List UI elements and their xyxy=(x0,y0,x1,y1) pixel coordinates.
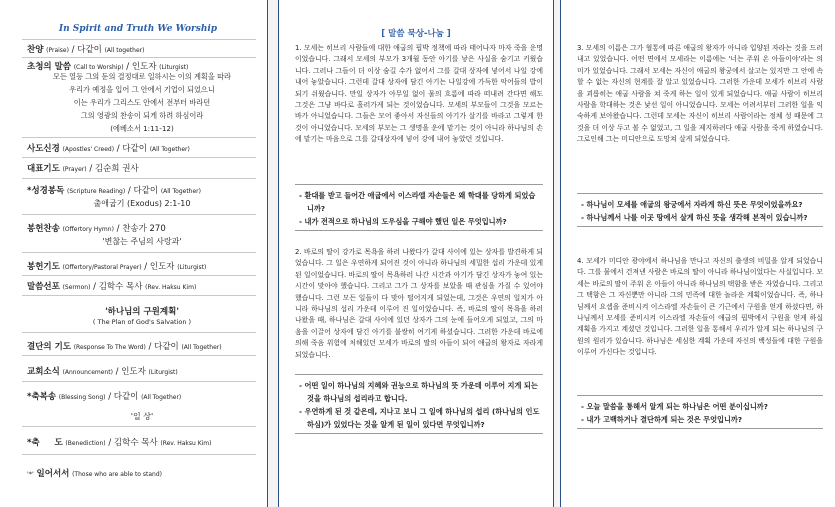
question-3a: - 하나님이 모세를 애굽의 왕궁에서 자라게 하신 뜻은 무엇이었을까요? xyxy=(581,200,803,209)
question-1b: - 내가 전적으로 하나님의 도우심을 구해야 했던 일은 무엇입니까? xyxy=(299,217,507,226)
worship-order-panel xyxy=(0,0,268,507)
offertory-prayer-row: 봉헌기도 (Offertory/Pastoral Prayer) / 인도자 (Liturgist) xyxy=(27,262,207,272)
divider xyxy=(22,39,256,40)
question-box-2 xyxy=(295,374,543,434)
call-text-1: 모든 열등 그의 둔의 결정대로 일하시는 이의 계획을 따라 xyxy=(53,72,231,81)
divider xyxy=(22,137,256,138)
meditation-paragraph-3: 3. 모세의 이름은 그가 혈통에 따른 애굽의 왕자가 아니라 입양된 자라는 것을 드러내고 있었습니다. 어떤 면에서 모세라는 이름에는 '너는 주워 온 아들이야'라는 의미가 있었습니다. 그래서 모세는 자신이 애굽의 왕궁에서 살고는 있지만 그 안에 속할 수 없는 자신의 현계를 잘 알고 있었습니다. 그러한 가운데 모세가 히브리 사람을 괴롭히는 애굽 사람을 쳐 죽게 하는 일이 있게 되었습니다. 애굽 사람이 히브리 사람을 학대하는 것은 낯선 일이 아니었습니다. 모세는 어려서부터 그러한 일을 익숙하게 보아왔습니다. 그런데 모세는 자신이 히브리 사람이라는 정체 성 때문에 그것을 더 이상 두고 볼 수 없었고, 그 일을 제지하려다 애굽 사람을 죽게 하였습니다. 그로인해 그는 미디안으로 도망쳐 살게 되었습니다. xyxy=(577,44,823,144)
question-4b: - 내가 고백하거나 결단하게 되는 것은 무엇입니까? xyxy=(581,415,743,424)
divider xyxy=(22,157,256,158)
divider xyxy=(22,295,256,296)
divider xyxy=(22,332,256,333)
divider xyxy=(22,275,256,276)
sermon-row: 말씀선포 (Sermon) / 김학수 목사 (Rev. Haksu Kim) xyxy=(27,282,197,292)
prayer-row: 대표기도 (Prayer) / 김순희 권사 xyxy=(27,164,139,174)
divider xyxy=(22,252,256,253)
call-text-4: 그의 영광의 찬송이 되게 하려 하심이라 xyxy=(80,111,204,120)
sermon-title: '하나님의 구원계획' xyxy=(105,307,179,317)
offertory-hymn-row: 봉헌찬송 (Offertory Hymn) / 찬송가 270 xyxy=(27,224,166,234)
offertory-hymn-title: '변찮는 주님의 사랑과' xyxy=(102,237,182,246)
meditation-paragraph-4: 4. 모세가 미디안 광야에서 하나님을 만나고 자신의 출생의 비밀을 알게 되었습니다. 그를 물에서 건져낸 사람은 바로의 딸이 아니라 하나님이었다는 사실입니다. 모세는 바로의 딸이 주워 온 아들이 아니라 하나님의 택함을 받은 자였습니다. 그리고 그 택함은 그 자신뿐만 아니라 그의 민족에 대한 놀라운 계획이었습니다. 즉, 하나님께서 요셉을 준비시켜 이스라엘 자손들이 큰 기근에서 구원을 얻게 하셨다면, 하나님께서 모세를 준비시켜 이스라엘 자손들이 애굽의 핍박에서 구원을 얻게 하실 계획을 가지고 계셨던 것입니다. 그러한 일을 통해서 우리가 알게 되는 하나님의 구원의 원리가 있습니다. 하나님은 세심한 계획 가운데 자신의 백성들에 대한 구원을 이루어 가신다는 것입니다. xyxy=(577,257,823,357)
question-box-3 xyxy=(577,193,823,227)
call-text-3: 이는 우리가 그리스도 안에서 전부터 바라던 xyxy=(73,98,211,107)
scripture-reference: 출애굽기 (Exodus) 2:1-10 xyxy=(93,199,191,208)
call-to-worship-row: 초청의 말씀 (Call to Worship) / 인도자 (Liturgist) xyxy=(27,62,189,72)
question-3b: - 하나님께서 나를 이곳 땅에서 살게 하신 뜻을 생각해 본적이 있습니까? xyxy=(581,213,808,222)
divider xyxy=(22,178,256,179)
blessing-song-title: '일 상' xyxy=(130,412,154,421)
stand-note: '*' 일어서서 (Those who are able to stand) xyxy=(27,469,162,479)
meditation-panel-1 xyxy=(278,0,554,507)
divider xyxy=(22,426,256,427)
divider xyxy=(22,57,256,58)
meditation-paragraph-1: 1. 모세는 히브리 사람들에 대한 애굽의 핍박 정책에 따라 태어나자 마자 죽을 운명이었습니다. 그래서 모세의 부모가 3개월 동안 아기를 낳은 사실을 숨기고 키웠습니다. 그러나 그들이 더 이상 숨길 수가 없어서 그를 갈대 상자에 넣어서 나일 강에 내어 놓았습니다. 그런데 갈대 상자에 담긴 아기는 나일강에 가득한 악어들의 밥이 되기 쉬웠습니다. 만일 상자가 아무일 없이 물의 흐름에 따라 떠내려 간다면 해도 그것은 그냥 바다로 흘러가게 되는 것이었습니다. 모세의 부모들이 그것을 모르는 바가 아니었습니다. 그들은 모어 좋아서 자신들의 아기가 살기를 바라고 그렇게 한 것이 아니었습니다. 모세의 부모는 그 생명을 운에 맡기는 것이 아니라 하나님의 손에 맡기는 마음으로 그를 갈대상자에 넣어 강에 내어 놓았던 것입니다. xyxy=(295,44,543,144)
meditation-panel-2 xyxy=(560,0,835,507)
question-2b: - 우연하게 된 것 같은데, 지나고 보니 그 일에 하나님의 섭리 (하나님의 인도하심)가 있었다는 것을 알게 된 일이 있다면 무엇입니까? xyxy=(299,407,540,429)
question-1a: - 환대를 받고 들어간 애굽에서 이스라엘 자손들은 왜 학대를 당하게 되었습니까? xyxy=(299,191,536,213)
question-box-1 xyxy=(295,184,543,231)
scripture-reading-row: *성경봉독 (Scripture Reading) / 다같이 (All Together) xyxy=(27,186,201,196)
benediction-row: *축 도 (Benediction) / 김학수 목사 (Rev. Haksu Kim) xyxy=(27,438,212,448)
praise-row: 찬양 (Praise) / 다같이 (All together) xyxy=(27,45,145,55)
question-4a: - 오늘 말씀을 통해서 알게 되는 하나님은 어떤 분이십니까? xyxy=(581,402,768,411)
worship-title: In Spirit and Truth We Worship xyxy=(58,24,218,34)
divider xyxy=(22,381,256,382)
response-prayer-row: 결단의 기도 (Response To The Word) / 다같이 (All Together) xyxy=(27,342,222,352)
sermon-title-en: ( The Plan of God's Salvation ) xyxy=(92,318,192,326)
meditation-paragraph-2: 2. 바로의 딸이 강가로 목욕을 하러 나왔다가 갈대 사이에 있는 상자를 발견하게 되었습니다. 그 일은 우연하게 되어진 것이 아니라 하나님의 세밀한 섭리 가운데 있게 된 일이었습니다. 바로의 딸이 목욕하러 나간 시간과 아기가 담긴 상자가 놓여 있는 시간이 맞아야 했습니다. 그리고 그가 그 상자를 보았을 때 관심을 가질 수 있어야 했습니다. 그런 모든 일들이 다 맞아 떨어지게 되었는데, 그것은 우연의 일치가 아니라 하나님의 섭리 가운데 이루어 진 일이었습니다. 즉, 바로의 딸이 목욕을 하러 나왔을 때, 하나님은 갈대 사이에 있던 상자가 그의 눈에 들어오게 되었고, 그의 마음을 이끌어 상자에 담긴 아기를 불쌍히 여기게 하셨습니다. 그러한 가운데 바로에 의해 죽음 위험에 처해있던 모세가 바로의 딸의 아들이 되어 애굽의 왕자로 자라게 되었습니다. xyxy=(295,248,543,359)
question-2a: - 어떤 일이 하나님의 지혜와 권능으로 하나님의 뜻 가운데 이루어 지게 되는 것을 하나님의 섭리라고 합니다. xyxy=(299,381,538,403)
meditation-header: [ 말씀 묵상-나눔 ] xyxy=(381,29,451,39)
blessing-song-row: *축복송 (Blessing Song) / 다같이 (All Together) xyxy=(27,392,182,402)
call-text-ref: (에베소서 1:11-12) xyxy=(110,124,174,133)
announcements-row: 교회소식 (Announcement) / 인도자 (Liturgist) xyxy=(27,367,178,377)
question-box-4 xyxy=(577,395,823,429)
divider xyxy=(22,355,256,356)
call-text-2: 우리가 예정을 입어 그 안에서 기업이 되었으니 xyxy=(69,85,215,94)
creed-row: 사도신경 (Apostles' Creed) / 다같이 (All Together) xyxy=(27,144,190,154)
divider xyxy=(22,214,256,215)
divider xyxy=(22,454,256,455)
